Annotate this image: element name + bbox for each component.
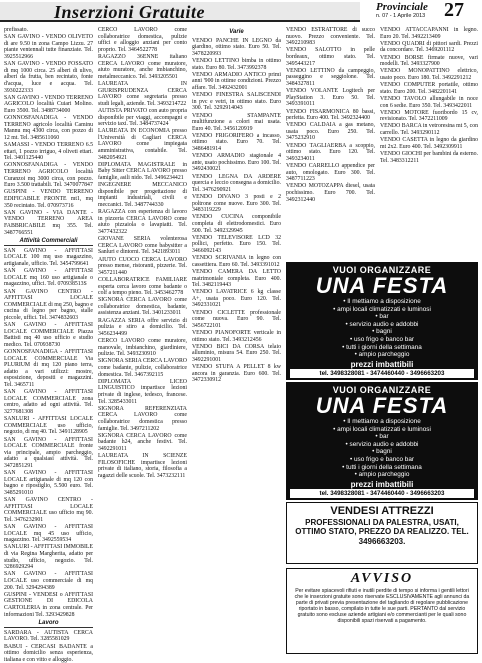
classified-ad: DIPLOMATA MAGISTRALE in Baby Sitter CERCA LAVORO presso famiglie, asili nido. Tel. 3496234421 [98, 162, 187, 182]
classified-ad: BABUI - CERCASI BADANTE a ottimo domicilio senza esperienza, italiana e con vitto e alloggio. [4, 644, 93, 663]
classified-ad: SIGNORA CERCA LAVORO come collaboratrice domestica, badante, assistenza anziani. Tel. 3401233011 [98, 297, 187, 317]
promo-list [286, 418, 478, 479]
classified-ad: SARDARA - AUTISTA CERCA LAVORO. Tel. 3285581029 [4, 630, 93, 643]
classified-ad: VENDO STAMPANTE multifunzione a colori mai usata. Euro 40. Tel. 3456120919 [192, 113, 281, 133]
classified-ad: VENDO PIANOFORTE verticale in ottimo stato. Tel. 3493212456 [192, 330, 281, 343]
classified-ad: VENDO TELEVISORE LCD 32 pollici, perfetto. Euro 150. Tel. 3466092143 [192, 235, 281, 255]
promo-item: • tutti i giorni della settimana [286, 464, 478, 472]
promo-list [286, 298, 478, 359]
classified-ad: VENDO ARMADIO stagionale 4 ante, usato pochissimo. Euro 100. Tel. 3492430021 [192, 153, 281, 173]
promo-top: VUOI ORGANIZZARE [286, 265, 478, 275]
section-heading: Attività Commerciali [4, 238, 93, 246]
classified-ad: VENDO STUFA A PELLET 8 kw ancora in garanzia. Euro 600. Tel. 3472330912 [192, 364, 281, 384]
column-2 [98, 27, 187, 653]
classified-ad: AIUTO CUOCO CERCA LAVORO presso mense, ristoranti, pizzerie. Tel. 3457211440 [98, 257, 187, 277]
vendesi-title: VENDESI ATTREZZI [291, 505, 473, 517]
classified-ad: VENDO FISARMONICA 80 bassi, perfetta. Euro 400. Tel. 3492324400 [286, 109, 375, 122]
classified-ad: SAN GAVINO CENTRO - AFFITTASI LOCALE COMMERCIALE uso ufficio mq 90. Tel. 3476232901 [4, 497, 93, 523]
classified-ad: VENDO COMPUTER portatile, ottimo stato. Euro 200. Tel. 3482201141 [380, 82, 478, 95]
classified-ad: SAN GAVINO - VENDO OLIVETO di are 9.50 in zona Campo Lizzu. 27 piante ventennali tutte finanziate. Tel. 3925512966 [4, 34, 93, 60]
classified-ad: VENDO DIVANO 3 posti e 2 poltrone come nuove. Euro 300. Tel. 3483119229 [192, 194, 281, 214]
classified-ad: SIGNORA REFERENZIATA CERCA LAVORO come collaboratrice domestica presso famiglie. Tel. 3497211202 [98, 406, 187, 432]
classified-ad: DIPLOMATA LICEO LINGUISTICO impartisce lezioni private di inglese, tedesco, francese. Tel. 3285433011 [98, 379, 187, 405]
classified-ad: VENDO VOLANTE Logitech per PlayStation 3. Euro 50. Tel. 3493391011 [286, 88, 375, 108]
classified-ad: RAGAZZO 36ENNE italiano CERCA LAVORO come muratore, aiuto muratore, anche imbianchino, metalmeccanico. Tel. 3493205501 [98, 54, 187, 80]
promo-top: VUOI ORGANIZZARE [286, 385, 478, 395]
page-number: 27 [444, 0, 464, 22]
promo-item: • ampio parcheggio [286, 351, 478, 359]
section-title: Inserzioni Gratuite [54, 2, 205, 23]
classified-ad: SIGNORA CERCA LAVORO come badante h24, anche festivi. Tel. 3492291011 [98, 433, 187, 453]
classified-ad: SAMASSI - VENDO TERRENO 6.5 ettari, 1 pozzo irriguo, 4 oliveti ettari. Tel. 3401125440 [4, 142, 93, 162]
promo-bottom: prezzi imbattibili [286, 360, 478, 369]
classified-ad: VENDO LAVATRICE 6 kg classe A+, usata poco. Euro 120. Tel. 3492331021 [192, 289, 281, 309]
classified-ad: VENDO TAGLIAERBA a scoppio, ottimo stato. Euro 120. Tel. 3493234011 [286, 143, 375, 163]
classified-ad: VENDO ESTRATTORE di succo nuovo. Prezzo conveniente. Tel. 3492210983 [286, 27, 375, 47]
promo-item: • bar [286, 313, 478, 321]
classified-ad: VENDO CASETTA in legno da giardino mt 2x2. Euro 400. Tel. 3492309911 [380, 137, 478, 150]
classified-ad: SAN GAVINO - VENDO FOSSATO di mq 1000 circa. 25 alberi di ulivo, alberi da frutta, ben recintato, fonte d'acqua, luce e acqua. Tel. 3930222333 [4, 61, 93, 94]
classified-ad: VENDO MONOPATTINO elettrico, usato poco. Euro 180. Tel. 3492291212 [380, 68, 478, 81]
issue-label: n. 07 - 1 Aprile 2013 [376, 13, 425, 19]
classified-ad: VENDO LETTINO da campeggio, passeggino e seggiolone. Tel. 3484327811 [286, 68, 375, 88]
classified-ad: SAN GAVINO - VENDO TERRENO AGRICOLO località Cuiari Molino. Euro 3500. Tel. 3488734000 [4, 95, 93, 115]
promo-phone: tel. 3498328081 - 3474460440 - 3496663203 [290, 369, 474, 378]
promo-item: • servizio audio e addobbi [286, 441, 478, 449]
promo-bottom: prezzi imbattibili [286, 480, 478, 489]
classified-ad: CERCO LAVORO come muratore, manovale, imbianchino, giardiniere, pulizie. Tel. 3493230910 [98, 338, 187, 358]
column-top-text: prefissato. [4, 27, 93, 34]
classified-ad: VENDO SALOTTO in pelle bordeaux, ottimo stato. Tel. 3495443217 [286, 47, 375, 67]
party-promo-banner [286, 262, 478, 380]
classified-ad: SAN GAVINO - AFFITTASI LOCALE COMMERCIALE zona centro, adatto ad ogni attività. Tel. 3277681308 [4, 389, 93, 415]
classified-ad: SANLURI - AFFITTASI IMMOBILE di via Regina Margherita, adatto per studio, ufficio, negozio. Tel. 3286929294 [4, 544, 93, 570]
classified-ad: VENDO CICLETTE professionale come nuova. Euro 90. Tel. 3456722101 [192, 310, 281, 330]
classified-ad: COLLABORATRICE FAMILIARE esperta cerca lavoro come badante o colf a tempo pieno. Tel. 3453462778 [98, 277, 187, 297]
classified-ad: RAGAZZA SERIA offre servizio di pulizia e stiro a domicilio. Tel. 3456234499 [98, 318, 187, 338]
promo-item: • ampi locali climatizzati e luminosi [286, 426, 478, 434]
classified-ad: CERCO LAVORO come collaboratrice domestica, pulizie uffici e alloggio anziani per conto proprio. Tel. 3464522778 [98, 27, 187, 53]
classified-ad: VENDO MOTORE fuoribordo 15 cv, revisionato. Tel. 3472211009 [380, 110, 478, 123]
classified-ad: GUSPINI - VENDESI o AFFITTASI GESTIONE DI EDICOLA CARTOLERIA in zona centrale. Per informazioni Tel. 3293429828 [4, 592, 93, 618]
avviso-box [286, 568, 478, 654]
classified-ad: SANLURI - AFFITTASI LOCALE COMMERCIALE uso ufficio, negozio, di mq 40. Tel. 3491128905 [4, 416, 93, 436]
classified-ad: VENDO GIOCHI per bambini da esterno. Tel. 3483312211 [380, 151, 478, 164]
classified-ad: VENDO FINESTRA SALISCENDI in pvc e vetri, in ottimo stato. Euro 300. Tel. 3292914043 [192, 92, 281, 112]
promo-item: • bagni [286, 328, 478, 336]
classified-ad: VENDO PANCHE IN LEGNO da giardino, ottimo stato. Euro 50. Tel. 3478220993 [192, 38, 281, 58]
classified-ad: VENDO MOTOZAPPA diesel, usata pochissimo. Euro 700. Tel. 3492312440 [286, 183, 375, 203]
vendesi-box [286, 502, 478, 564]
promo-item: • uso frigo e banco bar [286, 336, 478, 344]
classified-ad: SAN GAVINO CENTRO - AFFITTASI LOCALE COMMERCIALE di mq 250, bagno e cucina di legno per bagno, stalle piccole, uffici. Tel. 3474832603 [4, 289, 93, 322]
promo-item: • uso frigo e banco bar [286, 456, 478, 464]
vendesi-body: PROFESSIONALI DA PALESTRA, USATI, OTTIMO STATO, PREZZO DA REALIZZO. TEL. 3496663203. [291, 518, 473, 546]
classified-ad: RAGAZZA con esperienza di lavoro in pizzeria CERCA LAVORO come aiuto pizzaiola o lavapiatti. Tel. 3477432322 [98, 209, 187, 235]
classified-ad: LAUREATA IN SCIENZE FILOSOFICHE impartisce lezioni private di italiano, storia, filosofia a ragazzi delle scuole. Tel. 3473232111 [98, 453, 187, 479]
classified-ad: GONNOSFANADIGA - VENDO TERRENO agricolo località Caminu Mannu mq 4300 circa, con pozzo di 12 mt. Tel. 3485611060 [4, 115, 93, 141]
party-promo-banner [286, 382, 478, 500]
classified-ad: VENDO CAMERA DA LETTO matrimoniale completa. Euro 400. Tel. 3482119443 [192, 269, 281, 289]
promo-item: • Il mettiamo a disposizione [286, 418, 478, 426]
classified-ad: SAN GAVINO - VIA DANTE - VENDO TERRENO AREA FABBRICABILE mq 355. Tel. 3487766551 [4, 210, 93, 236]
promo-item: • tutti i giorni della settimana [286, 344, 478, 352]
classified-ad: VENDO TAVOLO allungabile in noce con 6 sedie. Euro 350. Tel. 3493422011 [380, 96, 478, 109]
avviso-title: AVVISO [291, 571, 473, 587]
column-3 [192, 27, 281, 653]
section-heading: Lavoro [4, 620, 93, 628]
classified-ad: VENDO BICI DA CORSA telaio alluminio, misura 54. Euro 250. Tel. 3492291001 [192, 344, 281, 364]
section-heading: Varie [192, 29, 281, 36]
classified-ad: SAN GAVINO - AFFITTASI LOCALE COMMERCIALE Piazza Battisti mq 40 uso ufficio e studio medico. Tel. 070938730 [4, 322, 93, 348]
classified-ad: GONNOSFANADIGA - VENDO TERRENO AGRICOLO località Curanzoi mq 3000 circa, con pozzo. Euro 3.500 trattabili. Tel. 3470077847 [4, 162, 93, 188]
promo-item: • ampi locali climatizzati e luminosi [286, 306, 478, 314]
classified-ad: VENDO ATTACCAPANNI in legno. Euro 20. Tel. 3492213409 [380, 27, 478, 40]
page-header [0, 0, 482, 26]
column-1 [4, 27, 93, 653]
classified-ad: VENDO CUCINA componibile completa di elettrodomestici. Euro 500. Tel. 3492329945 [192, 214, 281, 234]
classified-ad: VENDO SCRIVANIA in legno con cassettiera. Euro 60. Tel. 3493391012 [192, 255, 281, 268]
promo-item: • servizio audio e addobbi [286, 321, 478, 329]
classified-ad: VENDO BORSE firmate nuove, vari modelli. Tel. 3493327900 [380, 55, 478, 68]
classified-ad: SAN GAVINO - AFFITTASI LOCALE 100 mq uso magazzino, artigianale, ufficio. Tel. 3454799641 [4, 248, 93, 268]
classified-ad: LAUREATA IN GIURISPRUDENZA CERCA LAVORO come segretaria presso studi legali, aziende. Tel. 3493214722 [98, 81, 187, 107]
promo-item: • bar [286, 433, 478, 441]
classified-ad: VENDO QUADRI di pittori sardi. Prezzi da concordare. Tel. 3469201112 [380, 41, 478, 54]
classified-ad: VENDO LEGNA DA ARDERE quercia e leccio consegna a domicilio. Tel. 3476290921 [192, 174, 281, 194]
classified-ad: GUSPINI - VENDO TERRENO EDIFICABILE FRONTE mt1, mq 350 recintato. Tel. 070973716 [4, 189, 93, 209]
avviso-body: Per evitare spiacevoli rifiuti e inutili perdite di tempo si informa i gentili lettori che le inserzioni gratuite sono riservate ESCLUSIVAMENTE agli annunci da parte di privati previa presentazione del tagliando di regolare pubblicazione riportato in basso, compilato in tutte le sue parti. PERTANTO dal servizio gratuito sono escluse aziende artigiani e/o commercianti per le quali sono disponibili spazi riservati a pagamento. [291, 588, 473, 624]
promo-item: • Il mettiamo a disposizione [286, 298, 478, 306]
classified-ad: AUTISTA PRIVATO con auto propria disponibile per viaggi, accompagni e servizio taxi. Tel. 3484737424 [98, 108, 187, 128]
newspaper-brand: Provinciale [376, 1, 428, 13]
promo-item: • bagni [286, 448, 478, 456]
classified-ad: GONNOSFANADIGA - AFFITTASI LOCALE COMMERCIALE Via PLURIUM di mq 120 piano terra, adatto a vari utilizzi: mostre, esposizione, depositi e magazzini. Tel. 3465711 [4, 349, 93, 389]
classified-ad: SIGNORA SERIA CERCA LAVORO come badante, pulizie, collaboratrice domestica. Tel. 3467392115 [98, 358, 187, 378]
classified-ad: VENDO CARRELLO appendice per auto, omologato. Euro 300. Tel. 3487711223 [286, 163, 375, 183]
classified-ad: VENDO BARCA in vetroresina mt 5, con carrello. Tel. 3493290112 [380, 123, 478, 136]
classified-ad: VENDO CALDAIA a gas metano, usata poco. Euro 250. Tel. 3475232910 [286, 122, 375, 142]
classified-ad: INGEGNERE MECCANICO disponibile per progettazione di impianti industriali, civili e meccanici. Tel. 3487744330 [98, 182, 187, 208]
promo-headline: UNA FESTA [286, 275, 478, 297]
classified-ad: SAN GAVINO - AFFITTASI LOCALE artigianale di mq 120 con bagno e ripostiglio, 5.500 euro. Tel. 3485291010 [4, 470, 93, 496]
promo-item: • ampio parcheggio [286, 471, 478, 479]
classified-ad: VENDO ARMADIO ANTICO primi anni '900 in ottime condizioni. Prezzo affare. Tel. 3492432001 [192, 72, 281, 92]
column-5 [380, 27, 478, 259]
classified-ad: VENDO LETTINO bimba in ottimo stato. Euro 80. Tel. 3473992378 [192, 58, 281, 71]
classified-ad: SAN GAVINO - AFFITTASI LOCALE COMMERCIALE fronte via principale, ampio parcheggio, adatto a qualsiasi attività. Tel. 3472851291 [4, 437, 93, 470]
classified-ad: GIOVANE SERIA volenterosa CERCA LAVORO come babysitter a Sanluri e dintorni. Tel. 3421893011 [98, 236, 187, 256]
column-4 [286, 27, 375, 259]
classified-ad: LAUREATA IN ECONOMIA presso l'Università di Cagliari CERCA LAVORO come impiegata amministrativa, contabile. Tel. 3482054921 [98, 128, 187, 161]
promo-phone: tel. 3498328081 - 3474460440 - 3496663203 [290, 489, 474, 498]
classified-ad: SAN GAVINO - AFFITTASI LOCALE mq 45 uso ufficio, magazzino. Tel. 3492559534 [4, 524, 93, 544]
classified-ad: SAN GAVINO - AFFITTASI LOCALE uso commerciale di mq 200. Tel. 3294294389 [4, 571, 93, 591]
classified-ad: SAN GAVINO - AFFITTASI LOCALE mq 160 uso artigianale o magazzino, uffici. Tel. 070938513S [4, 268, 93, 288]
classified-ad: VENDO FRIGORIFERO a incasso, ottimo stato. Euro 70. Tel. 3486481914 [192, 133, 281, 153]
promo-headline: UNA FESTA [286, 395, 478, 417]
